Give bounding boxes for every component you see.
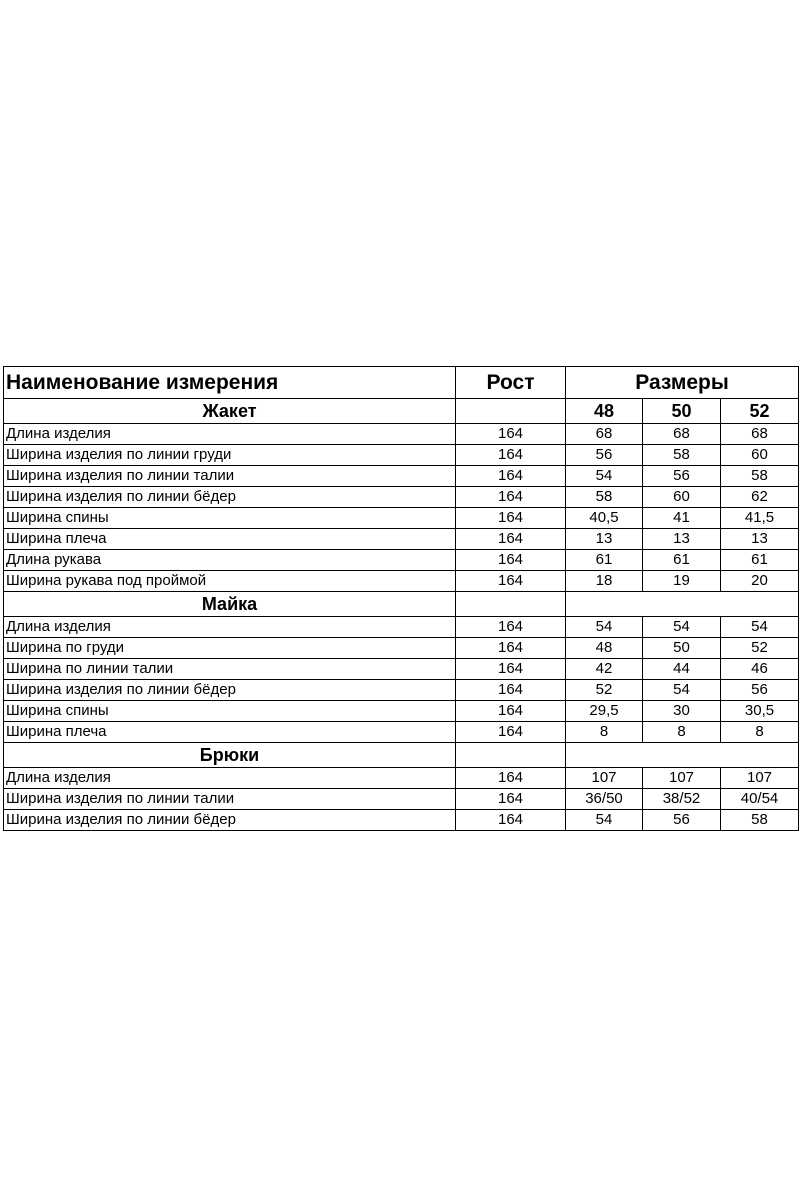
height-header: Рост	[456, 367, 566, 399]
size-chart-body	[4, 367, 799, 831]
measurement-row	[4, 466, 799, 487]
size-52-value: 58	[721, 466, 799, 487]
size-50-value: 30	[643, 701, 721, 722]
measurement-label: Ширина плеча	[4, 722, 456, 743]
measurement-label: Ширина по линии талии	[4, 659, 456, 680]
measurement-label: Ширина по груди	[4, 638, 456, 659]
size-50-value: 56	[643, 466, 721, 487]
size-48-value: 13	[566, 529, 643, 550]
measurement-row	[4, 617, 799, 638]
measurement-row	[4, 487, 799, 508]
height-value: 164	[456, 424, 566, 445]
measurement-label: Ширина изделия по линии груди	[4, 445, 456, 466]
size-48-value: 54	[566, 617, 643, 638]
measurement-label: Ширина рукава под проймой	[4, 571, 456, 592]
size-50-value: 41	[643, 508, 721, 529]
height-value: 164	[456, 659, 566, 680]
size-50-value: 19	[643, 571, 721, 592]
height-value: 164	[456, 508, 566, 529]
size-50-value: 54	[643, 680, 721, 701]
measurement-row	[4, 508, 799, 529]
measurement-label: Ширина изделия по линии талии	[4, 789, 456, 810]
section-title: Брюки	[4, 743, 456, 768]
size-52-value: 68	[721, 424, 799, 445]
size-48-value: 8	[566, 722, 643, 743]
measurement-row	[4, 701, 799, 722]
size-52-value: 13	[721, 529, 799, 550]
measurement-row	[4, 445, 799, 466]
measurement-label: Ширина изделия по линии бёдер	[4, 810, 456, 831]
section-header-row	[4, 592, 799, 617]
size-50-value: 8	[643, 722, 721, 743]
height-value: 164	[456, 617, 566, 638]
size-52-value: 56	[721, 680, 799, 701]
size-52-value: 60	[721, 445, 799, 466]
size-48-value: 107	[566, 768, 643, 789]
size-50-value: 56	[643, 810, 721, 831]
size-label-52: 52	[721, 399, 799, 424]
size-52-value: 61	[721, 550, 799, 571]
size-blank-cell	[566, 743, 643, 768]
size-52-value: 46	[721, 659, 799, 680]
measurement-row	[4, 722, 799, 743]
measurement-label: Ширина спины	[4, 508, 456, 529]
measurement-label: Ширина изделия по линии бёдер	[4, 680, 456, 701]
size-48-value: 61	[566, 550, 643, 571]
measurement-row	[4, 680, 799, 701]
measurement-label: Ширина изделия по линии талии	[4, 466, 456, 487]
height-value: 164	[456, 722, 566, 743]
size-50-value: 13	[643, 529, 721, 550]
section-height-blank	[456, 399, 566, 424]
measurement-row	[4, 571, 799, 592]
size-48-value: 18	[566, 571, 643, 592]
size-50-value: 38/52	[643, 789, 721, 810]
size-48-value: 48	[566, 638, 643, 659]
size-50-value: 44	[643, 659, 721, 680]
height-value: 164	[456, 768, 566, 789]
height-value: 164	[456, 445, 566, 466]
size-label-50: 50	[643, 399, 721, 424]
measurement-row	[4, 810, 799, 831]
height-value: 164	[456, 701, 566, 722]
height-value: 164	[456, 789, 566, 810]
measurement-label: Длина изделия	[4, 768, 456, 789]
size-label-48: 48	[566, 399, 643, 424]
size-blank-cell	[721, 743, 799, 768]
section-height-blank	[456, 743, 566, 768]
size-blank-cell	[721, 592, 799, 617]
size-48-value: 36/50	[566, 789, 643, 810]
section-title: Жакет	[4, 399, 456, 424]
measurement-row	[4, 659, 799, 680]
size-48-value: 42	[566, 659, 643, 680]
size-blank-cell	[643, 592, 721, 617]
measurement-label: Длина рукава	[4, 550, 456, 571]
size-48-value: 29,5	[566, 701, 643, 722]
height-value: 164	[456, 487, 566, 508]
measurement-label: Ширина спины	[4, 701, 456, 722]
measurement-row	[4, 424, 799, 445]
measurement-row	[4, 768, 799, 789]
size-52-value: 40/54	[721, 789, 799, 810]
measurement-name-header: Наименование измерения	[4, 367, 456, 399]
size-48-value: 68	[566, 424, 643, 445]
size-50-value: 60	[643, 487, 721, 508]
size-48-value: 58	[566, 487, 643, 508]
measurement-row	[4, 550, 799, 571]
size-52-value: 41,5	[721, 508, 799, 529]
size-chart-table	[3, 366, 799, 831]
size-48-value: 52	[566, 680, 643, 701]
size-52-value: 20	[721, 571, 799, 592]
measurement-row	[4, 638, 799, 659]
size-50-value: 50	[643, 638, 721, 659]
size-52-value: 62	[721, 487, 799, 508]
height-value: 164	[456, 638, 566, 659]
size-48-value: 56	[566, 445, 643, 466]
size-48-value: 40,5	[566, 508, 643, 529]
size-50-value: 58	[643, 445, 721, 466]
size-50-value: 61	[643, 550, 721, 571]
size-52-value: 58	[721, 810, 799, 831]
height-value: 164	[456, 810, 566, 831]
size-blank-cell	[643, 743, 721, 768]
section-title: Майка	[4, 592, 456, 617]
measurement-label: Ширина изделия по линии бёдер	[4, 487, 456, 508]
sizes-header: Размеры	[566, 367, 799, 399]
size-50-value: 54	[643, 617, 721, 638]
size-48-value: 54	[566, 466, 643, 487]
measurement-label: Ширина плеча	[4, 529, 456, 550]
section-height-blank	[456, 592, 566, 617]
size-52-value: 107	[721, 768, 799, 789]
size-52-value: 54	[721, 617, 799, 638]
height-value: 164	[456, 680, 566, 701]
section-header-row	[4, 743, 799, 768]
measurement-row	[4, 789, 799, 810]
size-52-value: 8	[721, 722, 799, 743]
size-blank-cell	[566, 592, 643, 617]
height-value: 164	[456, 529, 566, 550]
size-50-value: 68	[643, 424, 721, 445]
height-value: 164	[456, 466, 566, 487]
size-48-value: 54	[566, 810, 643, 831]
height-value: 164	[456, 550, 566, 571]
measurement-label: Длина изделия	[4, 424, 456, 445]
table-header-row	[4, 367, 799, 399]
measurement-label: Длина изделия	[4, 617, 456, 638]
size-50-value: 107	[643, 768, 721, 789]
section-header-row	[4, 399, 799, 424]
size-52-value: 52	[721, 638, 799, 659]
height-value: 164	[456, 571, 566, 592]
measurement-row	[4, 529, 799, 550]
size-52-value: 30,5	[721, 701, 799, 722]
